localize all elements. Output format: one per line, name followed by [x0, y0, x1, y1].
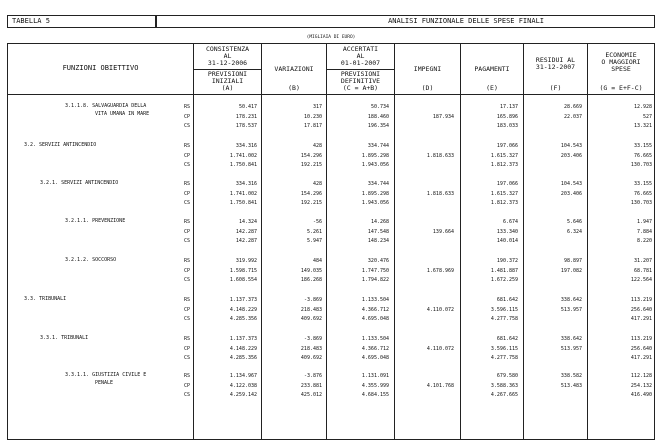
header-col-a: (A)	[221, 84, 234, 92]
header-col-e: (E)	[486, 84, 498, 92]
table-cell: 148.234	[367, 238, 389, 244]
column-divider	[587, 95, 588, 440]
table-cell: 7.884	[636, 228, 652, 235]
section-label: 3.2.1. SERVIZI ANTINCENDIO	[40, 180, 119, 186]
header-accertati-l1: ACCERTATI	[342, 45, 379, 53]
row-code: CP	[184, 152, 191, 159]
header-accertati-l3: 01-01-2007	[340, 59, 381, 67]
table-cell: 4.148.229	[229, 345, 257, 352]
table-cell: 122.564	[630, 277, 652, 283]
table-cell: 165.896	[496, 113, 518, 120]
table-cell: 139.664	[432, 228, 454, 235]
table-header	[7, 43, 655, 95]
column-divider	[394, 95, 395, 440]
row-code: RS	[184, 258, 191, 264]
table-cell: 484	[312, 258, 322, 264]
table-cell: 1.481.887	[490, 267, 518, 274]
row-code: RS	[184, 297, 191, 303]
table-cell: 113.219	[630, 336, 652, 342]
table-cell: 1.895.298	[361, 152, 389, 159]
table-cell: 1.678.969	[426, 267, 454, 274]
section-label: 3.3.1. TRIBUNALI	[40, 335, 89, 341]
table-cell: 154.296	[300, 190, 322, 197]
table-cell: -56	[312, 219, 322, 225]
header-col-c: (C = A+B)	[342, 84, 379, 92]
table-cell: 14.268	[370, 219, 389, 225]
table-cell: 1.794.822	[361, 277, 389, 283]
row-code: RS	[184, 373, 191, 379]
header-previsioni-l1: PREVISIONI	[207, 70, 248, 78]
table-cell: 13.321	[633, 123, 652, 129]
table-cell: 4.148.229	[229, 306, 257, 313]
table-cell: 681.642	[496, 336, 518, 342]
row-code: CS	[184, 355, 191, 361]
table-cell: 1.812.373	[490, 162, 518, 168]
header-residui-l1: RESIDUI AL	[535, 56, 576, 64]
row-code: CP	[184, 267, 191, 274]
table-cell: 1.615.327	[490, 190, 518, 197]
table-cell: 218.483	[300, 345, 322, 352]
table-cell: 425.012	[300, 392, 322, 398]
table-cell: 22.037	[563, 113, 582, 120]
table-cell: 140.014	[496, 238, 518, 244]
header-prevdef-l2: DEFINITIVE	[340, 77, 381, 85]
header-funzioni-label: FUNZIONI OBIETTIVO	[62, 64, 139, 72]
table-cell: 5.261	[306, 228, 322, 235]
header-consistenza-l2: AL	[223, 52, 232, 60]
table-cell: 149.035	[300, 267, 322, 274]
row-code: CS	[184, 238, 191, 244]
header-col-d: (D)	[421, 84, 434, 92]
table-cell: 679.580	[496, 373, 518, 379]
header-impegni	[395, 44, 461, 94]
table-cell: 197.082	[560, 267, 582, 274]
header-col-g: (G = E+F-C)	[599, 84, 643, 92]
table-cell: 98.897	[563, 258, 582, 264]
table-cell: 338.582	[560, 373, 582, 379]
row-code: RS	[184, 219, 191, 225]
row-code: CP	[184, 113, 191, 120]
table-number: TABELLA 5	[7, 15, 156, 28]
table-cell: 218.483	[300, 306, 322, 313]
table-cell: 4.110.072	[426, 306, 454, 313]
table-cell: 68.781	[633, 267, 652, 274]
section-label: 3.2.1.1. PREVENZIONE	[65, 218, 126, 224]
table-cell: 1.895.298	[361, 190, 389, 197]
table-cell: 197.066	[496, 143, 518, 149]
header-economie-l1: ECONOMIE	[605, 51, 637, 59]
table-cell: 188.460	[367, 113, 389, 120]
table-cell: 187.934	[432, 113, 454, 120]
table-cell: 1.741.002	[229, 190, 257, 197]
section-label: 3.3.1.1. GIUSTIZIA CIVILE E	[65, 372, 147, 378]
table-cell: 417.291	[630, 355, 652, 361]
table-cell: 178.537	[235, 123, 257, 129]
table-cell: 203.406	[560, 190, 582, 197]
table-cell: 10.230	[303, 113, 322, 120]
table-cell: 133.340	[496, 228, 518, 235]
table-cell: 4.267.665	[490, 392, 518, 398]
table-cell: 113.219	[630, 297, 652, 303]
table-cell: 147.548	[367, 228, 389, 235]
table-cell: 50.417	[238, 104, 257, 110]
header-residui-l2: 31-12-2007	[535, 63, 576, 71]
table-cell: 6.324	[566, 228, 582, 235]
table-cell: 4.285.356	[229, 355, 257, 361]
table-cell: -3.869	[303, 336, 322, 342]
table-cell: 12.928	[633, 104, 652, 110]
table-cell: 1.672.259	[490, 277, 518, 283]
header-economie-l3: SPESE	[611, 65, 631, 73]
table-cell: 3.596.115	[490, 306, 518, 313]
row-code: CP	[184, 306, 191, 313]
table-cell: 428	[312, 181, 322, 187]
table-cell: 4.101.768	[426, 382, 454, 389]
table-cell: 317	[312, 104, 322, 110]
table-cell: 1.943.056	[361, 200, 389, 206]
row-code: CS	[184, 392, 191, 398]
report-title: ANALISI FUNZIONALE DELLE SPESE FINALI	[156, 15, 655, 28]
table-cell: 112.128	[630, 373, 652, 379]
row-code: CP	[184, 382, 191, 389]
table-cell: 4.366.712	[361, 306, 389, 313]
units-subtitle: (MIGLIAIA DI EURO)	[306, 35, 356, 40]
header-variazioni	[262, 44, 327, 94]
table-cell: 4.277.758	[490, 355, 518, 361]
row-code: CS	[184, 316, 191, 322]
table-cell: 130.703	[630, 200, 652, 206]
table-cell: 4.110.072	[426, 345, 454, 352]
table-cell: 154.296	[300, 152, 322, 159]
table-cell: 6.674	[502, 219, 518, 225]
row-code: CP	[184, 345, 191, 352]
header-pagamenti	[461, 44, 524, 94]
table-cell: 320.476	[367, 258, 389, 264]
table-cell: 1.947	[636, 219, 652, 225]
table-cell: 334.744	[367, 143, 389, 149]
table-cell: 142.287	[235, 228, 257, 235]
table-cell: 338.642	[560, 336, 582, 342]
row-code: RS	[184, 104, 191, 110]
table-cell: 256.640	[630, 306, 652, 313]
table-cell: 28.669	[563, 104, 582, 110]
table-cell: 104.543	[560, 181, 582, 187]
table-body	[7, 95, 655, 440]
table-cell: 1.131.091	[361, 373, 389, 379]
header-consistenza-l3: 31-12-2006	[207, 59, 248, 67]
table-cell: 1.741.002	[229, 152, 257, 159]
header-pagamenti-label: PAGAMENTI	[474, 65, 510, 73]
table-cell: 1.812.373	[490, 200, 518, 206]
table-cell: 1.818.633	[426, 190, 454, 197]
table-cell: 1.818.633	[426, 152, 454, 159]
table-cell: 319.992	[235, 258, 257, 264]
table-cell: 4.684.155	[361, 392, 389, 398]
table-cell: 527	[642, 113, 652, 120]
header-residui	[524, 44, 588, 94]
table-cell: 1.133.504	[361, 336, 389, 342]
table-cell: 513.957	[560, 306, 582, 313]
table-cell: 513.957	[560, 345, 582, 352]
table-cell: 50.734	[370, 104, 389, 110]
column-divider	[261, 95, 262, 440]
header-economie-l2: O MAGGIORI	[601, 58, 641, 66]
table-cell: 76.665	[633, 152, 652, 159]
table-cell: 1.747.750	[361, 267, 389, 274]
row-code: CS	[184, 162, 191, 168]
column-divider	[460, 95, 461, 440]
table-cell: 130.703	[630, 162, 652, 168]
header-col-b: (B)	[288, 84, 300, 92]
table-cell: 1.137.373	[229, 297, 257, 303]
table-cell: 196.354	[367, 123, 389, 129]
table-cell: 4.695.048	[361, 316, 389, 322]
table-cell: 1.133.504	[361, 297, 389, 303]
section-label: 3.2.1.2. SOCCORSO	[65, 257, 117, 263]
row-code: RS	[184, 143, 191, 149]
table-cell: 183.033	[496, 123, 518, 129]
table-cell: 4.122.038	[229, 382, 257, 389]
table-cell: 104.543	[560, 143, 582, 149]
table-cell: 4.277.758	[490, 316, 518, 322]
row-code: CP	[184, 190, 191, 197]
table-cell: 33.155	[633, 143, 652, 149]
table-cell: 1.137.373	[229, 336, 257, 342]
table-cell: 254.132	[630, 382, 652, 389]
table-cell: 1.134.967	[229, 373, 257, 379]
table-cell: 142.287	[235, 238, 257, 244]
table-cell: 428	[312, 143, 322, 149]
table-cell: 334.744	[367, 181, 389, 187]
table-cell: 192.215	[300, 200, 322, 206]
table-cell: 1.750.841	[229, 162, 257, 168]
header-consistenza	[194, 44, 262, 94]
table-cell: 334.316	[235, 181, 257, 187]
table-cell: 4.366.712	[361, 345, 389, 352]
header-impegni-label: IMPEGNI	[413, 65, 442, 73]
table-cell: 5.947	[306, 238, 322, 244]
table-cell: 409.692	[300, 316, 322, 322]
table-cell: 1.608.554	[229, 277, 257, 283]
row-code: CS	[184, 123, 191, 129]
section-label-continued: VITA UMANA IN MARE	[95, 110, 150, 117]
table-cell: 4.259.142	[229, 392, 257, 398]
table-cell: 1.943.056	[361, 162, 389, 168]
row-code: RS	[184, 336, 191, 342]
table-cell: 3.588.363	[490, 382, 518, 389]
table-cell: 3.596.115	[490, 345, 518, 352]
table-cell: 513.483	[560, 382, 582, 389]
table-cell: 4.695.048	[361, 355, 389, 361]
table-cell: 409.692	[300, 355, 322, 361]
table-cell: 33.155	[633, 181, 652, 187]
table-cell: 178.231	[235, 113, 257, 120]
table-cell: 17.137	[499, 104, 518, 110]
table-cell: 1.598.715	[229, 267, 257, 274]
table-cell: 338.642	[560, 297, 582, 303]
table-cell: -3.876	[303, 373, 322, 379]
column-divider	[523, 95, 524, 440]
header-consistenza-l1: CONSISTENZA	[205, 45, 250, 53]
section-label: 3.3. TRIBUNALI	[24, 296, 67, 302]
table-cell: 197.066	[496, 181, 518, 187]
header-variazioni-label: VARIAZIONI	[274, 65, 314, 73]
table-cell: 334.316	[235, 143, 257, 149]
table-cell: 1.750.841	[229, 200, 257, 206]
header-funzioni	[8, 44, 194, 94]
header-accertati	[327, 44, 395, 94]
row-code: RS	[184, 181, 191, 187]
header-accertati-l2: AL	[356, 52, 365, 60]
table-cell: 186.268	[300, 277, 322, 283]
table-cell: 681.642	[496, 297, 518, 303]
table-cell: 31.207	[633, 258, 652, 264]
table-cell: 76.665	[633, 190, 652, 197]
section-label-continued: PENALE	[95, 379, 114, 386]
section-label: 3.2. SERVIZI ANTINCENDIO	[24, 142, 97, 148]
row-code: CS	[184, 200, 191, 206]
table-cell: 14.324	[238, 219, 257, 225]
row-code: CS	[184, 277, 191, 283]
row-code: CP	[184, 228, 191, 235]
section-label: 3.1.1.8. SALVAGUARDIA DELLA	[65, 103, 147, 109]
table-cell: 4.285.356	[229, 316, 257, 322]
table-cell: 190.372	[496, 258, 518, 264]
table-cell: 192.215	[300, 162, 322, 168]
header-prevdef-l1: PREVISIONI	[340, 70, 381, 78]
header-col-f: (F)	[549, 84, 562, 92]
table-cell: 203.406	[560, 152, 582, 159]
table-cell: 417.291	[630, 316, 652, 322]
header-previsioni-l2: INIZIALI	[211, 77, 244, 85]
table-cell: 1.615.327	[490, 152, 518, 159]
table-cell: 416.490	[630, 392, 652, 398]
header-economie	[588, 44, 654, 94]
table-cell: 256.640	[630, 345, 652, 352]
table-cell: 4.355.999	[361, 382, 389, 389]
column-divider	[193, 95, 194, 440]
column-divider	[326, 95, 327, 440]
table-cell: 8.220	[636, 238, 652, 244]
table-cell: 17.817	[303, 123, 322, 129]
table-cell: -3.869	[303, 297, 322, 303]
table-cell: 233.881	[300, 382, 322, 389]
table-cell: 5.646	[566, 219, 582, 225]
